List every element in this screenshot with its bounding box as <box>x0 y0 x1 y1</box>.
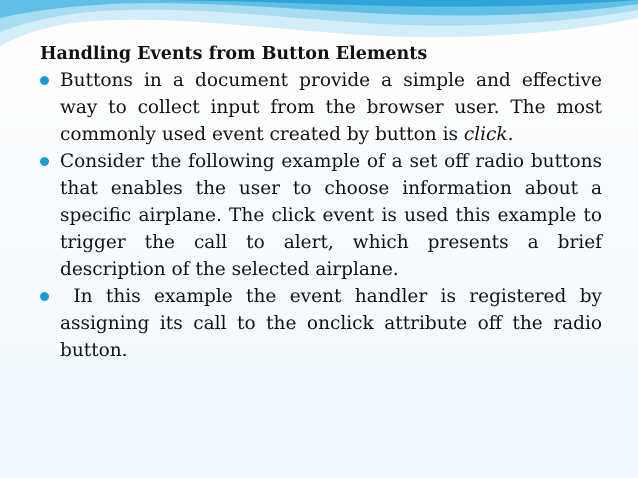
bullet-text: Consider the following example of a set off radio buttons that enables the user to choose information about a specific airplane. The click event is used this example to trigger the call to alert, which presents a brief description of the selected airplane. <box>60 151 602 280</box>
bullet-text-part: . <box>507 124 514 145</box>
slide-title: Handling Events from Button Elements <box>40 44 428 64</box>
bullet-item <box>40 283 608 364</box>
bullet-dot-icon <box>40 157 49 166</box>
bullet-text-part: Buttons in a document provide a simple and effective way to collect input from the browser user. The most commonly used event created by button is <box>60 70 602 145</box>
bullet-text: In this example the event handler is registered by assigning its call to the onclick attribute off the radio button. <box>60 286 608 361</box>
bullet-dot-icon <box>40 292 49 301</box>
slide-content <box>40 43 608 364</box>
bullet-text <box>60 67 602 148</box>
bullet-emphasis: click <box>463 124 508 145</box>
bullet-item <box>40 148 602 283</box>
bullet-item <box>40 67 602 148</box>
bullet-dot-icon <box>40 76 49 85</box>
